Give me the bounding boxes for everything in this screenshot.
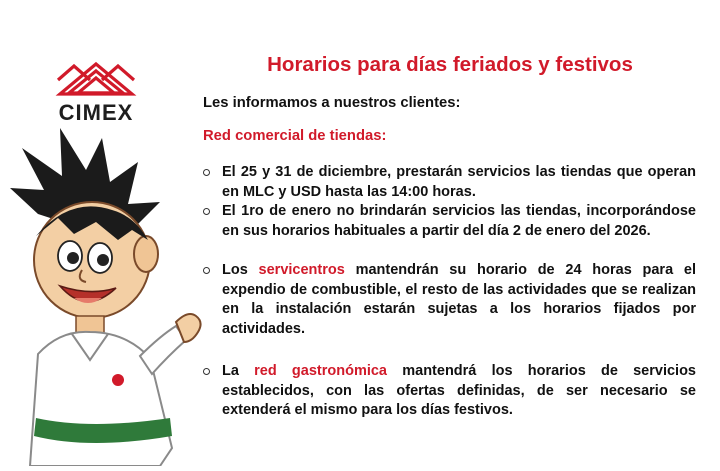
brand-wordmark: CIMEX xyxy=(58,100,134,125)
list-item xyxy=(203,362,696,421)
bullet-pre: La xyxy=(222,363,239,379)
cimex-logo xyxy=(44,60,148,124)
highlight-red-gastronomica: red gastronómica xyxy=(254,363,388,379)
mascot-illustration xyxy=(0,118,205,466)
bullet-pre: Los xyxy=(222,262,248,278)
section-heading: Red comercial de tiendas: xyxy=(203,128,387,144)
bullet-text: El 1ro de enero no brindarán servicios las tiendas, incorporándose en sus horarios habituales a partir del día 2 de enero del 2026. xyxy=(222,203,696,239)
highlight-servicentros: servicentros xyxy=(258,262,345,278)
page-title: Horarios para días feriados y festivos xyxy=(267,53,633,76)
list-item xyxy=(203,202,696,241)
cimex-logo-icon xyxy=(44,60,148,102)
list-item xyxy=(203,261,696,339)
list-item xyxy=(203,163,696,202)
bullet-text: El 25 y 31 de diciembre, prestarán servicios las tiendas que operan en MLC y USD hasta las 14:00 horas. xyxy=(222,164,696,200)
bullet-post: mantendrán su horario de 24 horas para el expendio de combustible, el resto de las actividades que se realizan en la instalación estarán sujetas a los horarios fijados por actividades. xyxy=(222,262,696,337)
bullet-post: mantendrá los horarios de servicios establecidos, con las ofertas definidas, de ser necesario se extenderá el mismo para los días festivos. xyxy=(222,363,696,418)
intro-text: Les informamos a nuestros clientes: xyxy=(203,95,461,111)
notice-list xyxy=(203,163,696,421)
